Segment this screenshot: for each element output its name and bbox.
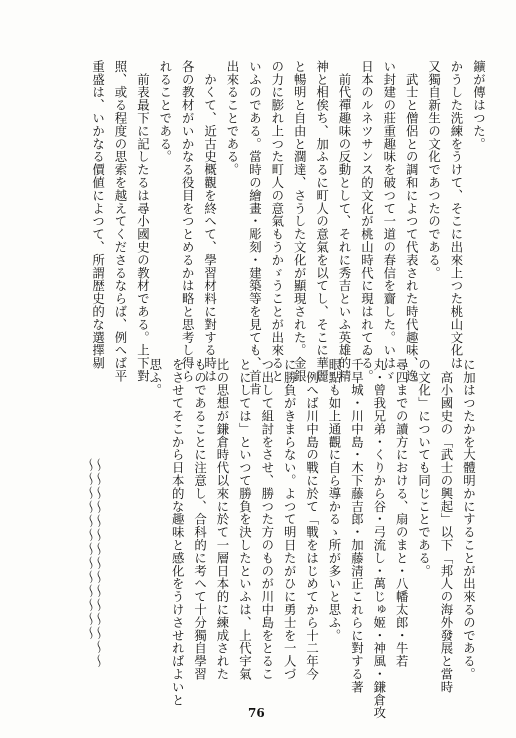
text-column: い封建の莊重趣味を破つて一道の春信を齎した。いはゞ	[381, 60, 397, 383]
text-column: の力に膨れ上つた町人の意氣もうかゞうことが出來ると	[269, 60, 285, 383]
text-column: 日本のルネツサンス的文化が桃山時代に現はれてゐる。	[359, 60, 375, 383]
wavy-divider-line: ～～～～～～～～～～～～～～～～～～～～～～～～～～～～	[82, 458, 106, 668]
text-column: れることである。	[157, 60, 173, 164]
text-column: 尋四までの讀方における、扇のまと・八幡太郎・牛若	[394, 358, 410, 668]
text-column: ものであることに注意し、合科的に考へて十分獨自學習	[192, 358, 208, 681]
text-column: いふのである。當時の繪畫・彫刻・建築等を見ても、首肯	[247, 60, 263, 396]
text-column: 出來ることである。	[225, 60, 240, 177]
text-column: に勝負がきまらない。よつて明日たがひに勇士を一人づ	[282, 358, 298, 681]
text-column: かくて、近古史概觀を終へて、學習材料に對する時は	[202, 60, 218, 383]
text-column: 千早城・川中島・木下藤吉郎・加藤清正これらに對する著	[349, 358, 365, 694]
text-column: 神と相俟ち、加ふるに町人の意氣を以てし、そこに華麗	[314, 60, 330, 383]
text-column: 比の思想が鎌倉時代以來に於て一層日本的に練成された	[215, 358, 230, 681]
text-column: かうした洗練をうけて、そこに出來上つた桃山文化は	[449, 60, 464, 370]
text-column: 高小國史の「武士の興起」以下「邦人の海外發展と當時	[439, 358, 454, 694]
text-column: の文化」についても同じことである。	[416, 358, 432, 578]
text-column: 例へば川中島の戰に於て「戰をはじめてから十二年今	[304, 358, 320, 681]
text-column: とにしては」といつて勝負を決したといふは、上代宇氣	[237, 358, 253, 681]
text-column: をさせてそこから日本的な趣味と感化をうけさせればよいと	[170, 358, 186, 707]
text-column: 各の教材がいかなる役目をつとめるかは略と思考し得ら	[180, 60, 196, 383]
text-column: と暢明と自由と濶達、さうした文化が顯現された。金銀	[292, 60, 308, 383]
text-column: に加はつたかを大體明かにすることが出來るのである。	[461, 358, 477, 681]
text-column: 眼點も如上通觀に自ら導かるゝ所が多いと思ふ。	[327, 358, 342, 642]
text-column: 思ふ。	[147, 358, 163, 397]
page-number: 76	[248, 706, 265, 720]
text-column: つ出して組討をさせ、勝つた方のものが川中島をとるこ	[259, 358, 275, 681]
text-column: 前代禪趣味の反動として、それに秀吉といふ英雄的精	[337, 60, 352, 383]
text-column: 丸・曾我兄弟・くりから谷・弓流し・萬じゅ姬・神風・鎌倉攻	[371, 358, 387, 720]
text-column: 鑛が傳はつた。	[471, 60, 487, 151]
text-column: 又獨自新生の文化であつたのである。	[426, 60, 442, 280]
text-column: 武士と僧侶との調和によつて代表された時代趣味、逸	[404, 60, 420, 383]
text-column: 重盛は、いかなる價値によつて、所謂歴史的な選擇剔	[90, 60, 106, 370]
text-column: 照、或る程度の思索を越えてくださるならば、例へば平	[113, 60, 128, 383]
text-column: 前表最下に記したるは尋小國史の教材である。上下對	[135, 60, 151, 383]
